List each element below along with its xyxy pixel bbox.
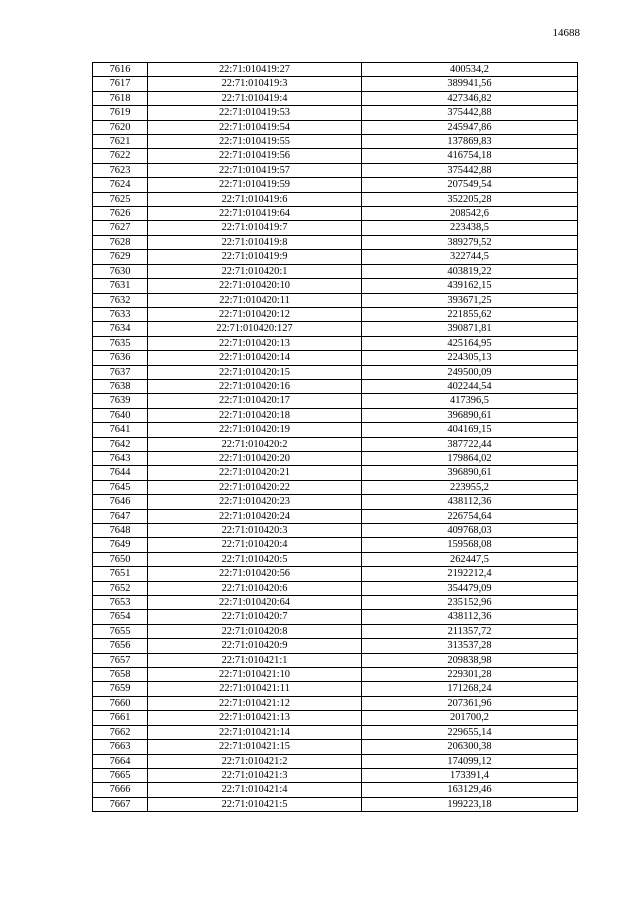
cadastral-number-cell: 22:71:010419:27 [148, 63, 362, 77]
cadastral-number-cell: 22:71:010419:54 [148, 120, 362, 134]
row-index-cell: 7643 [93, 451, 148, 465]
row-index-cell: 7635 [93, 336, 148, 350]
table-row [93, 322, 578, 336]
cadastral-value-cell: 223955,2 [362, 480, 578, 494]
cadastral-number-cell: 22:71:010419:6 [148, 192, 362, 206]
table-row [93, 293, 578, 307]
table-body [93, 63, 578, 812]
row-index-cell: 7638 [93, 379, 148, 393]
cadastral-value-cell: 262447,5 [362, 552, 578, 566]
row-index-cell: 7661 [93, 711, 148, 725]
row-index-cell: 7662 [93, 725, 148, 739]
cadastral-number-cell: 22:71:010419:56 [148, 149, 362, 163]
table-row [93, 567, 578, 581]
cadastral-number-cell: 22:71:010420:18 [148, 408, 362, 422]
row-index-cell: 7626 [93, 207, 148, 221]
table-row [93, 63, 578, 77]
cadastral-number-cell: 22:71:010421:2 [148, 754, 362, 768]
cadastral-value-cell: 174099,12 [362, 754, 578, 768]
cadastral-value-cell: 313537,28 [362, 639, 578, 653]
row-index-cell: 7619 [93, 106, 148, 120]
table-row [93, 552, 578, 566]
table-row [93, 610, 578, 624]
cadastral-number-cell: 22:71:010421:13 [148, 711, 362, 725]
table-row [93, 596, 578, 610]
table-row [93, 279, 578, 293]
row-index-cell: 7618 [93, 91, 148, 105]
table-row [93, 250, 578, 264]
row-index-cell: 7617 [93, 77, 148, 91]
row-index-cell: 7659 [93, 682, 148, 696]
cadastral-number-cell: 22:71:010419:64 [148, 207, 362, 221]
cadastral-number-cell: 22:71:010420:8 [148, 624, 362, 638]
table-row [93, 408, 578, 422]
cadastral-number-cell: 22:71:010419:8 [148, 235, 362, 249]
cadastral-value-cell: 403819,22 [362, 264, 578, 278]
cadastral-number-cell: 22:71:010419:53 [148, 106, 362, 120]
row-index-cell: 7666 [93, 783, 148, 797]
row-index-cell: 7654 [93, 610, 148, 624]
table-row [93, 668, 578, 682]
cadastral-value-cell: 249500,09 [362, 365, 578, 379]
cadastral-number-cell: 22:71:010420:6 [148, 581, 362, 595]
row-index-cell: 7656 [93, 639, 148, 653]
cadastral-number-cell: 22:71:010420:64 [148, 596, 362, 610]
cadastral-number-cell: 22:71:010420:9 [148, 639, 362, 653]
row-index-cell: 7632 [93, 293, 148, 307]
row-index-cell: 7631 [93, 279, 148, 293]
row-index-cell: 7664 [93, 754, 148, 768]
row-index-cell: 7645 [93, 480, 148, 494]
row-index-cell: 7653 [93, 596, 148, 610]
cadastral-value-cell: 201700,2 [362, 711, 578, 725]
cadastral-number-cell: 22:71:010421:4 [148, 783, 362, 797]
cadastral-number-cell: 22:71:010421:12 [148, 696, 362, 710]
row-index-cell: 7636 [93, 351, 148, 365]
row-index-cell: 7657 [93, 653, 148, 667]
page-number: 14688 [552, 27, 580, 39]
cadastral-number-cell: 22:71:010421:10 [148, 668, 362, 682]
cadastral-value-cell: 223438,5 [362, 221, 578, 235]
table-row [93, 480, 578, 494]
cadastral-value-cell: 224305,13 [362, 351, 578, 365]
table-row [93, 624, 578, 638]
table-row [93, 379, 578, 393]
cadastral-value-cell: 375442,88 [362, 106, 578, 120]
table-row [93, 135, 578, 149]
cadastral-value-cell: 235152,96 [362, 596, 578, 610]
row-index-cell: 7628 [93, 235, 148, 249]
cadastral-value-cell: 425164,95 [362, 336, 578, 350]
cadastral-number-cell: 22:71:010420:4 [148, 538, 362, 552]
row-index-cell: 7624 [93, 178, 148, 192]
table-row [93, 495, 578, 509]
table-row [93, 178, 578, 192]
table-row [93, 149, 578, 163]
table-row [93, 221, 578, 235]
row-index-cell: 7650 [93, 552, 148, 566]
cadastral-number-cell: 22:71:010419:3 [148, 77, 362, 91]
cadastral-number-cell: 22:71:010420:14 [148, 351, 362, 365]
table-row [93, 783, 578, 797]
table-row [93, 740, 578, 754]
table-row [93, 91, 578, 105]
table-row [93, 120, 578, 134]
row-index-cell: 7658 [93, 668, 148, 682]
row-index-cell: 7651 [93, 567, 148, 581]
row-index-cell: 7640 [93, 408, 148, 422]
cadastral-value-cell: 409768,03 [362, 524, 578, 538]
table-row [93, 509, 578, 523]
cadastral-value-table [92, 62, 578, 812]
row-index-cell: 7639 [93, 394, 148, 408]
row-index-cell: 7630 [93, 264, 148, 278]
cadastral-value-cell: 416754,18 [362, 149, 578, 163]
cadastral-number-cell: 22:71:010420:24 [148, 509, 362, 523]
row-index-cell: 7646 [93, 495, 148, 509]
cadastral-number-cell: 22:71:010420:15 [148, 365, 362, 379]
cadastral-value-cell: 199223,18 [362, 797, 578, 811]
cadastral-number-cell: 22:71:010420:19 [148, 423, 362, 437]
cadastral-value-cell: 2192212,4 [362, 567, 578, 581]
cadastral-number-cell: 22:71:010420:1 [148, 264, 362, 278]
table-row [93, 538, 578, 552]
cadastral-value-cell: 159568,08 [362, 538, 578, 552]
cadastral-number-cell: 22:71:010420:127 [148, 322, 362, 336]
row-index-cell: 7665 [93, 768, 148, 782]
table-row [93, 264, 578, 278]
table-row [93, 351, 578, 365]
cadastral-value-cell: 245947,86 [362, 120, 578, 134]
cadastral-value-cell: 375442,88 [362, 163, 578, 177]
row-index-cell: 7642 [93, 437, 148, 451]
row-index-cell: 7625 [93, 192, 148, 206]
cadastral-value-cell: 171268,24 [362, 682, 578, 696]
row-index-cell: 7620 [93, 120, 148, 134]
cadastral-number-cell: 22:71:010421:11 [148, 682, 362, 696]
cadastral-value-cell: 173391,4 [362, 768, 578, 782]
cadastral-number-cell: 22:71:010421:15 [148, 740, 362, 754]
cadastral-number-cell: 22:71:010421:14 [148, 725, 362, 739]
table-row [93, 163, 578, 177]
cadastral-number-cell: 22:71:010420:12 [148, 307, 362, 321]
cadastral-value-cell: 207549,54 [362, 178, 578, 192]
cadastral-number-cell: 22:71:010419:7 [148, 221, 362, 235]
cadastral-value-cell: 438112,36 [362, 610, 578, 624]
table-row [93, 423, 578, 437]
cadastral-value-cell: 352205,28 [362, 192, 578, 206]
cadastral-value-cell: 404169,15 [362, 423, 578, 437]
table-row [93, 768, 578, 782]
table-row [93, 639, 578, 653]
cadastral-value-cell: 417396,5 [362, 394, 578, 408]
cadastral-number-cell: 22:71:010420:2 [148, 437, 362, 451]
cadastral-value-cell: 354479,09 [362, 581, 578, 595]
table-row [93, 336, 578, 350]
table-row [93, 451, 578, 465]
cadastral-value-cell: 396890,61 [362, 466, 578, 480]
cadastral-number-cell: 22:71:010419:9 [148, 250, 362, 264]
cadastral-value-cell: 396890,61 [362, 408, 578, 422]
cadastral-value-cell: 229301,28 [362, 668, 578, 682]
row-index-cell: 7660 [93, 696, 148, 710]
table-row [93, 797, 578, 811]
row-index-cell: 7663 [93, 740, 148, 754]
table-row [93, 106, 578, 120]
cadastral-number-cell: 22:71:010419:4 [148, 91, 362, 105]
table-row [93, 77, 578, 91]
table-row [93, 394, 578, 408]
cadastral-number-cell: 22:71:010420:10 [148, 279, 362, 293]
row-index-cell: 7655 [93, 624, 148, 638]
cadastral-value-cell: 438112,36 [362, 495, 578, 509]
table-row [93, 207, 578, 221]
cadastral-value-cell: 208542,6 [362, 207, 578, 221]
table-row [93, 725, 578, 739]
cadastral-value-cell: 389279,52 [362, 235, 578, 249]
cadastral-number-cell: 22:71:010420:5 [148, 552, 362, 566]
cadastral-value-cell: 387722,44 [362, 437, 578, 451]
cadastral-number-cell: 22:71:010421:5 [148, 797, 362, 811]
table-row [93, 192, 578, 206]
cadastral-value-cell: 400534,2 [362, 63, 578, 77]
table-row [93, 437, 578, 451]
cadastral-number-cell: 22:71:010420:20 [148, 451, 362, 465]
row-index-cell: 7649 [93, 538, 148, 552]
cadastral-value-cell: 221855,62 [362, 307, 578, 321]
table-row [93, 524, 578, 538]
cadastral-value-cell: 207361,96 [362, 696, 578, 710]
cadastral-value-cell: 209838,98 [362, 653, 578, 667]
cadastral-value-cell: 206300,38 [362, 740, 578, 754]
row-index-cell: 7621 [93, 135, 148, 149]
cadastral-number-cell: 22:71:010420:3 [148, 524, 362, 538]
row-index-cell: 7644 [93, 466, 148, 480]
cadastral-number-cell: 22:71:010420:56 [148, 567, 362, 581]
row-index-cell: 7667 [93, 797, 148, 811]
table-row [93, 365, 578, 379]
cadastral-number-cell: 22:71:010420:16 [148, 379, 362, 393]
cadastral-value-cell: 211357,72 [362, 624, 578, 638]
cadastral-number-cell: 22:71:010419:57 [148, 163, 362, 177]
cadastral-value-cell: 427346,82 [362, 91, 578, 105]
row-index-cell: 7633 [93, 307, 148, 321]
row-index-cell: 7648 [93, 524, 148, 538]
cadastral-value-cell: 163129,46 [362, 783, 578, 797]
cadastral-value-cell: 390871,81 [362, 322, 578, 336]
row-index-cell: 7634 [93, 322, 148, 336]
table-row [93, 696, 578, 710]
cadastral-number-cell: 22:71:010420:11 [148, 293, 362, 307]
cadastral-value-cell: 393671,25 [362, 293, 578, 307]
cadastral-number-cell: 22:71:010421:1 [148, 653, 362, 667]
row-index-cell: 7629 [93, 250, 148, 264]
table-row [93, 581, 578, 595]
cadastral-value-cell: 402244,54 [362, 379, 578, 393]
cadastral-value-cell: 229655,14 [362, 725, 578, 739]
row-index-cell: 7627 [93, 221, 148, 235]
cadastral-value-cell: 439162,15 [362, 279, 578, 293]
table-row [93, 653, 578, 667]
cadastral-value-cell: 389941,56 [362, 77, 578, 91]
cadastral-number-cell: 22:71:010420:17 [148, 394, 362, 408]
cadastral-number-cell: 22:71:010419:55 [148, 135, 362, 149]
cadastral-number-cell: 22:71:010420:22 [148, 480, 362, 494]
row-index-cell: 7647 [93, 509, 148, 523]
cadastral-number-cell: 22:71:010420:21 [148, 466, 362, 480]
row-index-cell: 7641 [93, 423, 148, 437]
row-index-cell: 7622 [93, 149, 148, 163]
cadastral-number-cell: 22:71:010421:3 [148, 768, 362, 782]
table-row [93, 682, 578, 696]
cadastral-value-cell: 179864,02 [362, 451, 578, 465]
row-index-cell: 7623 [93, 163, 148, 177]
table-row [93, 307, 578, 321]
cadastral-number-cell: 22:71:010420:7 [148, 610, 362, 624]
row-index-cell: 7616 [93, 63, 148, 77]
cadastral-value-cell: 322744,5 [362, 250, 578, 264]
table-row [93, 711, 578, 725]
cadastral-number-cell: 22:71:010420:13 [148, 336, 362, 350]
cadastral-number-cell: 22:71:010420:23 [148, 495, 362, 509]
row-index-cell: 7652 [93, 581, 148, 595]
table-row [93, 754, 578, 768]
table-row [93, 466, 578, 480]
cadastral-value-cell: 137869,83 [362, 135, 578, 149]
cadastral-number-cell: 22:71:010419:59 [148, 178, 362, 192]
cadastral-value-cell: 226754,64 [362, 509, 578, 523]
row-index-cell: 7637 [93, 365, 148, 379]
table-row [93, 235, 578, 249]
